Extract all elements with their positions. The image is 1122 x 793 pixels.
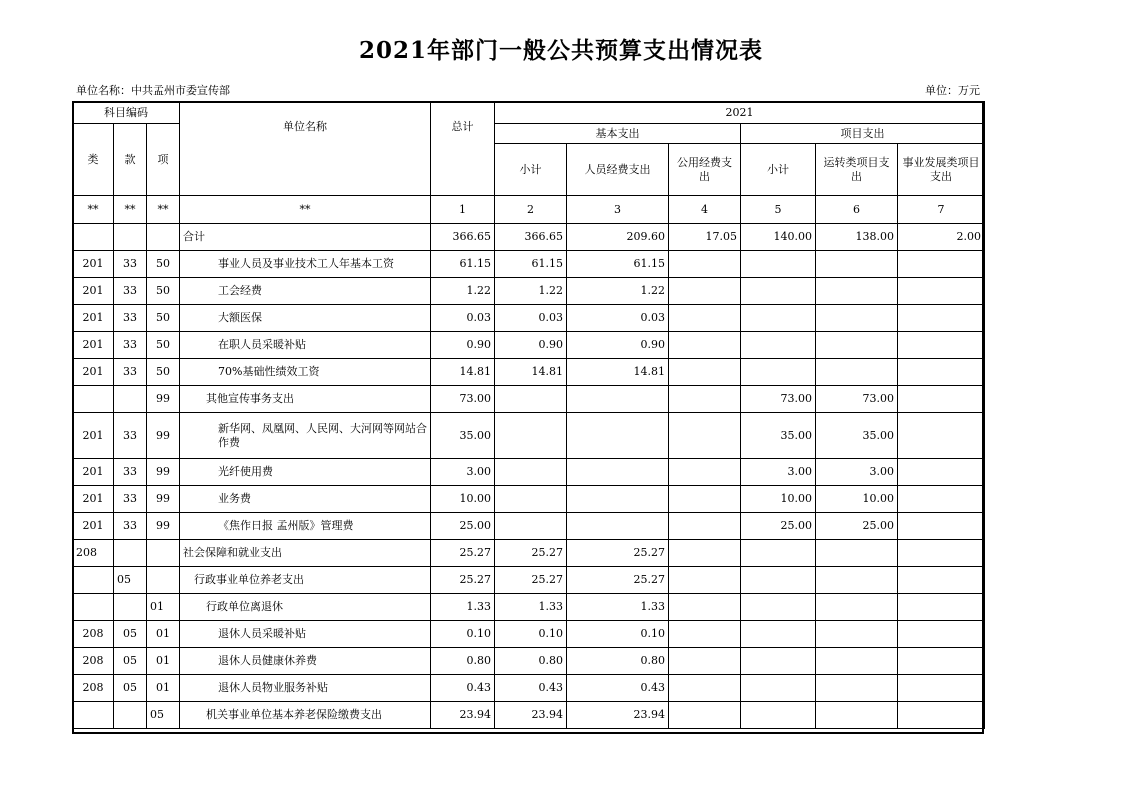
cell-xiang: 05	[147, 702, 180, 729]
cell-proj-sub	[741, 251, 816, 278]
index-cell: 5	[741, 196, 816, 224]
cell-kuan	[114, 702, 147, 729]
cell-development	[898, 675, 985, 702]
cell-development: 2.00	[898, 224, 985, 251]
table-row	[73, 594, 985, 621]
cell-name: 70%基础性绩效工资	[180, 359, 431, 386]
cell-name: 社会保障和就业支出	[180, 540, 431, 567]
cell-proj-sub: 35.00	[741, 413, 816, 459]
header-operating: 运转类项目支出	[816, 144, 898, 196]
cell-total: 73.00	[431, 386, 495, 413]
cell-basic-sub: 1.33	[495, 594, 567, 621]
cell-kuan: 05	[114, 621, 147, 648]
cell-lei: 201	[73, 359, 114, 386]
header-project: 项目支出	[741, 124, 985, 144]
cell-xiang: 01	[147, 594, 180, 621]
cell-public	[669, 359, 741, 386]
cell-public	[669, 621, 741, 648]
cell-xiang: 99	[147, 459, 180, 486]
cell-development	[898, 386, 985, 413]
cell-operating	[816, 305, 898, 332]
cell-kuan: 33	[114, 413, 147, 459]
cell-lei: 201	[73, 332, 114, 359]
table-row	[73, 278, 985, 305]
cell-xiang: 50	[147, 305, 180, 332]
cell-public	[669, 459, 741, 486]
cell-public	[669, 540, 741, 567]
cell-development	[898, 702, 985, 729]
cell-name: 业务费	[180, 486, 431, 513]
cell-operating	[816, 675, 898, 702]
cell-kuan: 05	[114, 648, 147, 675]
cell-basic-sub: 0.90	[495, 332, 567, 359]
cell-public: 17.05	[669, 224, 741, 251]
cell-proj-sub	[741, 359, 816, 386]
cell-xiang	[147, 224, 180, 251]
cell-total: 3.00	[431, 459, 495, 486]
cell-lei: 208	[73, 621, 114, 648]
cell-kuan: 05	[114, 567, 147, 594]
table-row	[73, 702, 985, 729]
cell-xiang: 01	[147, 621, 180, 648]
cell-xiang: 01	[147, 675, 180, 702]
cell-public	[669, 702, 741, 729]
cell-operating	[816, 278, 898, 305]
cell-total: 14.81	[431, 359, 495, 386]
cell-development	[898, 513, 985, 540]
cell-public	[669, 675, 741, 702]
index-cell: **	[73, 196, 114, 224]
cell-lei	[73, 702, 114, 729]
header-project-subtotal: 小计	[741, 144, 816, 196]
cell-public	[669, 305, 741, 332]
cell-name: 行政事业单位养老支出	[180, 567, 431, 594]
cell-proj-sub	[741, 648, 816, 675]
table-row	[73, 675, 985, 702]
cell-total: 25.27	[431, 540, 495, 567]
cell-operating	[816, 251, 898, 278]
header-year: 2021	[495, 102, 985, 124]
cell-lei: 208	[73, 675, 114, 702]
cell-development	[898, 486, 985, 513]
cell-basic-sub: 1.22	[495, 278, 567, 305]
cell-name: 光纤使用费	[180, 459, 431, 486]
cell-operating	[816, 648, 898, 675]
cell-personnel: 25.27	[567, 567, 669, 594]
unit-name-label: 单位名称：中共孟州市委宣传部	[76, 84, 230, 97]
index-cell: **	[180, 196, 431, 224]
cell-development	[898, 648, 985, 675]
cell-personnel: 25.27	[567, 540, 669, 567]
header-total: 总计	[431, 102, 495, 196]
cell-proj-sub: 3.00	[741, 459, 816, 486]
cell-operating	[816, 332, 898, 359]
cell-lei	[73, 567, 114, 594]
cell-public	[669, 278, 741, 305]
cell-operating: 10.00	[816, 486, 898, 513]
cell-lei: 208	[73, 540, 114, 567]
cell-total: 25.27	[431, 567, 495, 594]
header-basic-subtotal: 小计	[495, 144, 567, 196]
cell-name: 大额医保	[180, 305, 431, 332]
cell-proj-sub: 25.00	[741, 513, 816, 540]
cell-lei: 201	[73, 251, 114, 278]
table-row	[73, 513, 985, 540]
cell-kuan: 05	[114, 675, 147, 702]
cell-name: 行政单位离退休	[180, 594, 431, 621]
cell-xiang: 99	[147, 486, 180, 513]
index-cell: 2	[495, 196, 567, 224]
cell-personnel: 0.03	[567, 305, 669, 332]
table-row	[73, 540, 985, 567]
cell-personnel	[567, 386, 669, 413]
index-cell: 1	[431, 196, 495, 224]
cell-total: 25.00	[431, 513, 495, 540]
cell-operating	[816, 359, 898, 386]
cell-kuan: 33	[114, 486, 147, 513]
cell-personnel: 0.43	[567, 675, 669, 702]
cell-development	[898, 621, 985, 648]
cell-name: 其他宣传事务支出	[180, 386, 431, 413]
cell-kuan: 33	[114, 332, 147, 359]
cell-operating	[816, 621, 898, 648]
cell-personnel	[567, 459, 669, 486]
cell-public	[669, 251, 741, 278]
cell-total: 35.00	[431, 413, 495, 459]
table-row	[73, 486, 985, 513]
budget-table	[72, 101, 985, 729]
table-row	[73, 305, 985, 332]
index-cell: 4	[669, 196, 741, 224]
header-personnel: 人员经费支出	[567, 144, 669, 196]
cell-basic-sub: 0.10	[495, 621, 567, 648]
cell-public	[669, 648, 741, 675]
cell-kuan: 33	[114, 278, 147, 305]
cell-proj-sub	[741, 332, 816, 359]
cell-development	[898, 359, 985, 386]
cell-name: 退休人员物业服务补贴	[180, 675, 431, 702]
cell-xiang: 50	[147, 359, 180, 386]
cell-public	[669, 386, 741, 413]
cell-lei: 201	[73, 278, 114, 305]
cell-proj-sub	[741, 278, 816, 305]
index-cell: 3	[567, 196, 669, 224]
cell-total: 366.65	[431, 224, 495, 251]
cell-name: 在职人员采暖补贴	[180, 332, 431, 359]
cell-operating: 25.00	[816, 513, 898, 540]
cell-basic-sub	[495, 486, 567, 513]
cell-development	[898, 540, 985, 567]
cell-basic-sub	[495, 513, 567, 540]
cell-personnel: 14.81	[567, 359, 669, 386]
header-code-group: 科目编码	[73, 102, 180, 124]
cell-development	[898, 459, 985, 486]
cell-development	[898, 567, 985, 594]
cell-basic-sub	[495, 459, 567, 486]
cell-personnel: 209.60	[567, 224, 669, 251]
cell-name: 退休人员采暖补贴	[180, 621, 431, 648]
cell-lei: 201	[73, 513, 114, 540]
cell-proj-sub	[741, 567, 816, 594]
table-row	[73, 386, 985, 413]
cell-operating: 35.00	[816, 413, 898, 459]
cell-operating: 138.00	[816, 224, 898, 251]
cell-name: 事业人员及事业技术工人年基本工资	[180, 251, 431, 278]
cell-lei: 208	[73, 648, 114, 675]
cell-xiang: 99	[147, 513, 180, 540]
cell-kuan: 33	[114, 359, 147, 386]
cell-basic-sub: 366.65	[495, 224, 567, 251]
header-development: 事业发展类项目支出	[898, 144, 985, 196]
cell-total: 1.22	[431, 278, 495, 305]
page-title: 2021年部门一般公共预算支出情况表	[358, 37, 763, 64]
index-cell: **	[147, 196, 180, 224]
table-row	[73, 224, 985, 251]
cell-personnel: 61.15	[567, 251, 669, 278]
cell-lei: 201	[73, 486, 114, 513]
cell-basic-sub: 25.27	[495, 540, 567, 567]
cell-kuan: 33	[114, 305, 147, 332]
cell-total: 61.15	[431, 251, 495, 278]
cell-basic-sub: 0.80	[495, 648, 567, 675]
header-unit-name: 单位名称	[180, 102, 431, 196]
cell-operating: 3.00	[816, 459, 898, 486]
table-row	[73, 459, 985, 486]
cell-development	[898, 305, 985, 332]
cell-name: 《焦作日报 孟州版》管理费	[180, 513, 431, 540]
cell-xiang: 50	[147, 332, 180, 359]
cell-xiang: 01	[147, 648, 180, 675]
header-public: 公用经费支出	[669, 144, 741, 196]
cell-operating	[816, 702, 898, 729]
table-row	[73, 332, 985, 359]
cell-total: 23.94	[431, 702, 495, 729]
cell-proj-sub	[741, 305, 816, 332]
cell-development	[898, 278, 985, 305]
cell-personnel	[567, 513, 669, 540]
cell-development	[898, 594, 985, 621]
unit-label: 单位：万元	[925, 84, 980, 97]
cell-name: 合计	[180, 224, 431, 251]
cell-lei: 201	[73, 459, 114, 486]
cell-total: 0.43	[431, 675, 495, 702]
cell-xiang: 50	[147, 251, 180, 278]
cell-lei: 201	[73, 305, 114, 332]
cell-total: 0.90	[431, 332, 495, 359]
table-row	[73, 621, 985, 648]
cell-kuan	[114, 386, 147, 413]
cell-development	[898, 251, 985, 278]
cell-lei	[73, 594, 114, 621]
cell-total: 10.00	[431, 486, 495, 513]
header-kuan: 款	[114, 124, 147, 196]
cell-proj-sub	[741, 621, 816, 648]
index-cell: 7	[898, 196, 985, 224]
header-xiang: 项	[147, 124, 180, 196]
cell-total: 1.33	[431, 594, 495, 621]
cell-personnel	[567, 413, 669, 459]
cell-public	[669, 413, 741, 459]
cell-kuan	[114, 540, 147, 567]
cell-personnel: 1.22	[567, 278, 669, 305]
header-basic: 基本支出	[495, 124, 741, 144]
cell-proj-sub: 10.00	[741, 486, 816, 513]
cell-personnel: 1.33	[567, 594, 669, 621]
cell-personnel: 0.10	[567, 621, 669, 648]
cell-personnel: 0.80	[567, 648, 669, 675]
cell-public	[669, 594, 741, 621]
cell-public	[669, 513, 741, 540]
cell-name: 工会经费	[180, 278, 431, 305]
table-row	[73, 359, 985, 386]
cell-xiang	[147, 540, 180, 567]
cell-proj-sub: 73.00	[741, 386, 816, 413]
cell-personnel: 0.90	[567, 332, 669, 359]
cell-basic-sub: 25.27	[495, 567, 567, 594]
cell-operating	[816, 594, 898, 621]
cell-xiang	[147, 567, 180, 594]
cell-name: 新华网、凤凰网、人民网、大河网等网站合作费	[180, 413, 431, 459]
cell-personnel: 23.94	[567, 702, 669, 729]
cell-kuan	[114, 224, 147, 251]
cell-development	[898, 332, 985, 359]
cell-basic-sub: 14.81	[495, 359, 567, 386]
cell-proj-sub	[741, 540, 816, 567]
cell-xiang: 99	[147, 386, 180, 413]
cell-public	[669, 567, 741, 594]
cell-basic-sub	[495, 413, 567, 459]
cell-kuan: 33	[114, 459, 147, 486]
cell-lei	[73, 386, 114, 413]
cell-public	[669, 332, 741, 359]
cell-lei: 201	[73, 413, 114, 459]
cell-proj-sub	[741, 702, 816, 729]
cell-xiang: 99	[147, 413, 180, 459]
cell-operating	[816, 567, 898, 594]
header-lei: 类	[73, 124, 114, 196]
cell-kuan: 33	[114, 251, 147, 278]
index-cell: **	[114, 196, 147, 224]
index-cell: 6	[816, 196, 898, 224]
cell-personnel	[567, 486, 669, 513]
cell-kuan	[114, 594, 147, 621]
table-row	[73, 648, 985, 675]
cell-total: 0.80	[431, 648, 495, 675]
cell-basic-sub: 0.03	[495, 305, 567, 332]
header-row-1	[73, 102, 985, 124]
cell-proj-sub	[741, 675, 816, 702]
cell-basic-sub: 61.15	[495, 251, 567, 278]
cell-total: 0.10	[431, 621, 495, 648]
cell-lei	[73, 224, 114, 251]
table-row	[73, 567, 985, 594]
cell-total: 0.03	[431, 305, 495, 332]
cell-basic-sub	[495, 386, 567, 413]
cell-proj-sub	[741, 594, 816, 621]
cell-name: 机关事业单位基本养老保险缴费支出	[180, 702, 431, 729]
index-row	[73, 196, 985, 224]
cell-development	[898, 413, 985, 459]
table-row	[73, 413, 985, 459]
cell-proj-sub: 140.00	[741, 224, 816, 251]
cell-basic-sub: 23.94	[495, 702, 567, 729]
cell-public	[669, 486, 741, 513]
cell-operating: 73.00	[816, 386, 898, 413]
cell-basic-sub: 0.43	[495, 675, 567, 702]
cell-xiang: 50	[147, 278, 180, 305]
cell-name: 退休人员健康休养费	[180, 648, 431, 675]
table-row	[73, 251, 985, 278]
cell-operating	[816, 540, 898, 567]
cell-kuan: 33	[114, 513, 147, 540]
